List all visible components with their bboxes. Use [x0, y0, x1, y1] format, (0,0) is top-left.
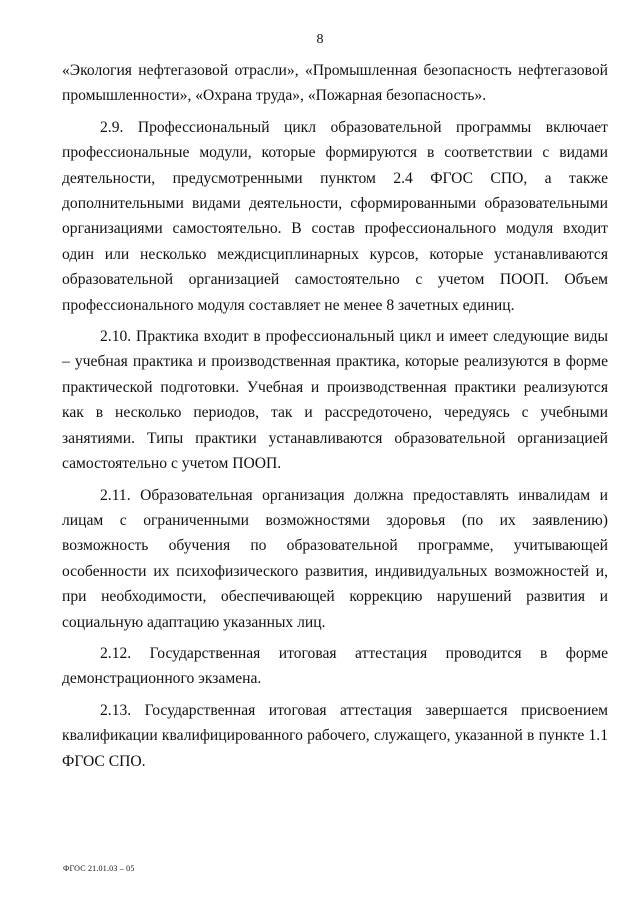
paragraph-2-9: 2.9. Профессиональный цикл образовательной программы включает профессиональные модули, которые формируются в соответствии с видами деятельности, предусмотренными пунктом 2.4 ФГОС СПО, а также дополнительными видами деятельности, сформированными образовательными организациями самостоятельно. В состав профессионального модуля входит один или несколько междисциплинарных курсов, которые устанавливаются образовательной организацией самостоятельно с учетом ПООП. Объем профессионального модуля составляет не менее 8 зачетных единиц.: [62, 118, 608, 314]
paragraph-2-10: 2.10. Практика входит в профессиональный цикл и имеет следующие виды – учебная практика и производственная практика, которые реализуются в форме практической подготовки. Учебная и производственная практики реализуются как в несколько периодов, так и рассредоточено, чередуясь с учебными занятиями. Типы практики устанавливаются образовательной организацией самостоятельно с учетом ПООП.: [62, 328, 608, 473]
paragraph-continuation: «Экология нефтегазовой отрасли», «Промышленная безопасность нефтегазовой промышленности», «Охрана труда», «Пожарная безопасность».: [62, 62, 608, 105]
page-number: 8: [316, 32, 324, 47]
paragraph-2-13: 2.13. Государственная итоговая аттестация завершается присвоением квалификации квалифицированного рабочего, служащего, указанной в пункте 1.1 ФГОС СПО.: [62, 701, 608, 770]
paragraph-2-11: 2.11. Образовательная организация должна предоставлять инвалидам и лицам с ограниченными возможностями здоровья (по их заявлению) возможность обучения по образовательной программе, учитывающей особенности их психофизического развития, индивидуальных возможностей и, при необходимости, обеспечивающей коррекцию нарушений развития и социальную адаптацию указанных лиц.: [62, 486, 608, 631]
document-footer-code: ФГОС 21.01.03 – 05: [63, 864, 135, 873]
paragraph-2-12: 2.12. Государственная итоговая аттестация проводится в форме демонстрационного экзамена.: [62, 644, 608, 688]
document-body: [62, 58, 608, 780]
